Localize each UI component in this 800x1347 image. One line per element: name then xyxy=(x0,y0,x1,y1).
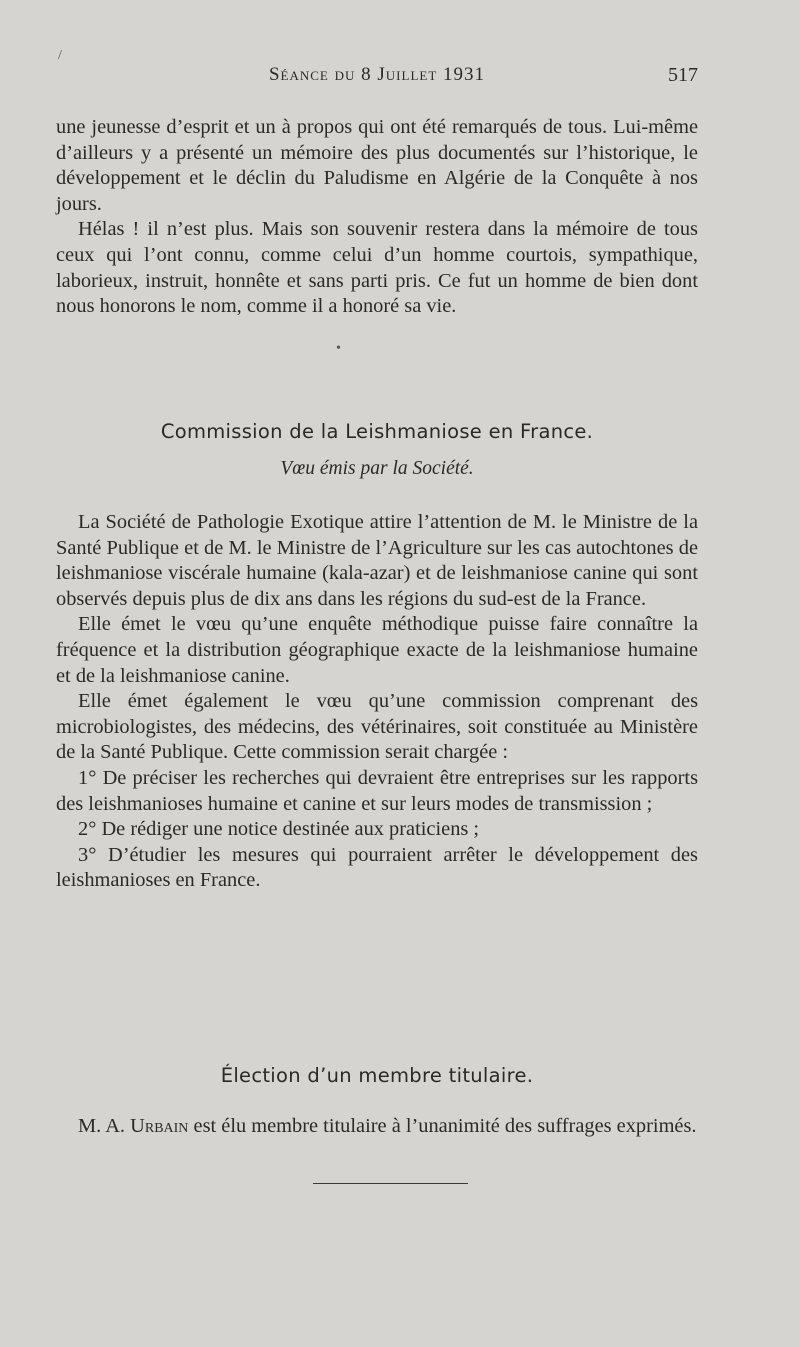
commission-title: Commission de la Leishmaniose en France. xyxy=(160,420,594,443)
margin-mark: / xyxy=(58,48,62,63)
ink-dot: • xyxy=(336,341,341,356)
election-title: Élection d’un membre titulaire. xyxy=(220,1064,534,1087)
member-name: Urbain xyxy=(130,1115,189,1137)
election-paragraph xyxy=(56,1114,698,1140)
obituary-paragraph-1: une jeunesse d’esprit et un à propos qui ont été remarqués de tous. Lui-même d’ailleurs y a présenté un mémoire des plus documentés sur l’historique, le développement et le déclin du Paludisme en Algérie de la Conquête à nos jours. xyxy=(56,116,698,215)
commission-body xyxy=(56,510,698,894)
commission-paragraph-1: La Société de Pathologie Exotique attire l’attention de M. le Ministre de la Santé Publique et de M. le Ministre de l’Agriculture sur les cas autochtones de leishmaniose viscérale humaine (kala-azar) et de leishmaniose canine qui sont observés depuis plus de dix ans dans les régions du sud-est de la France. xyxy=(56,511,698,610)
commission-subtitle-block xyxy=(56,458,698,480)
commission-item-3: 3° D’étudier les mesures qui pourraient arrêter le développement des leishmanioses en France. xyxy=(56,843,698,892)
commission-paragraph-3: Elle émet également le vœu qu’une commission comprenant des microbiologistes, des médecins, des vétérinaires, soit constituée au Ministère de la Santé Publique. Cette commission serait chargée : xyxy=(56,690,698,764)
commission-paragraph-2: Elle émet le vœu qu’une enquête méthodique puisse faire connaître la fréquence et la distribution géographique exacte de la leishmaniose humaine et de la leishmaniose canine. xyxy=(56,613,698,687)
obituary-section xyxy=(56,115,698,320)
election-prefix: M. A. xyxy=(78,1115,131,1137)
commission-item-1: 1° De préciser les recherches qui devraient être entreprises sur les rapports des leishmanioses humaine et canine et sur leurs modes de transmission ; xyxy=(56,766,698,815)
commission-item-2: 2° De rédiger une notice destinée aux praticiens ; xyxy=(78,818,480,841)
obituary-paragraph-2: Hélas ! il n’est plus. Mais son souvenir restera dans la mémoire de tous ceux qui l’ont connu, comme celui d’un homme courtois, sympathique, laborieux, instruit, honnête et sans parti pris. Ce fut un homme de bien dont nous honorons le nom, comme il a honoré sa vie. xyxy=(56,218,698,318)
election-text: est élu membre titulaire à l’unanimité des suffrages exprimés. xyxy=(188,1115,697,1137)
election-body xyxy=(56,1114,698,1140)
election-section xyxy=(56,1064,698,1087)
commission-subtitle: Vœu émis par la Société. xyxy=(280,458,474,479)
running-head: Séance du 8 Juillet 1931 xyxy=(268,64,486,85)
closing-rule xyxy=(313,1183,468,1184)
page-number: 517 xyxy=(668,64,698,86)
commission-section xyxy=(56,420,698,443)
page-header xyxy=(56,64,698,90)
